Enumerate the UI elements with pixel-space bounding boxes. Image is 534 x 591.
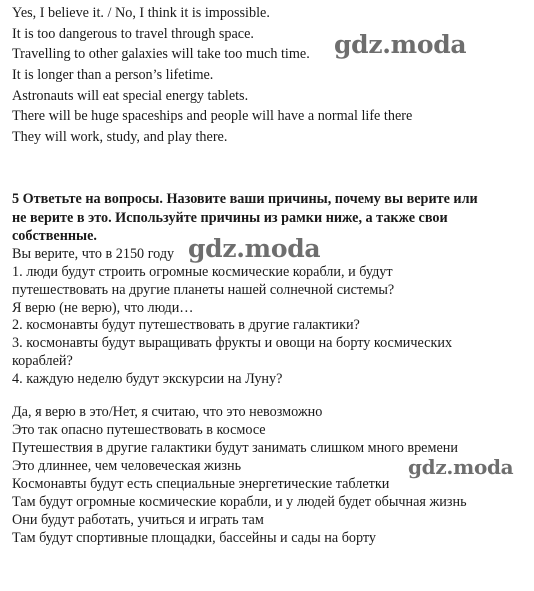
question-line: кораблей? [12,353,73,369]
watermark: gdz.moda [188,234,321,263]
exercise-heading-line: собственные. [12,228,97,244]
russian-line: Космонавты будут есть специальные энергетические таблетки [12,476,390,492]
russian-line: Там будут спортивные площадки, бассейны и сады на борту [12,530,377,546]
question-line: путешествовать на другие планеты нашей солнечной системы? [12,282,395,298]
exercise-heading-line: не верите в это. Используйте причины из рамки ниже, а также свои [12,210,448,226]
english-line: They will work, study, and play there. [12,129,228,145]
russian-line: Они будут работать, учиться и играть там [12,512,264,528]
watermark: gdz.moda [334,30,467,59]
english-line: Astronauts will eat special energy tablets. [12,88,249,104]
question-line: 4. каждую неделю будут экскурсии на Луну? [12,371,283,387]
question-line: Я верю (не верю), что люди… [12,300,194,316]
exercise-heading-line: 5 Ответьте на вопросы. Назовите ваши причины, почему вы верите или [12,191,478,207]
watermark: gdz.moda [408,455,514,479]
english-line: Yes, I believe it. / No, I think it is impossible. [12,5,270,21]
question-line: 2. космонавты будут путешествовать в другие галактики? [12,317,360,333]
russian-line: Это так опасно путешествовать в космосе [12,422,266,438]
russian-line: Да, я верю в это/Нет, я считаю, что это невозможно [12,404,323,420]
russian-line: Путешествия в другие галактики будут занимать слишком много времени [12,440,458,456]
russian-line: Это длиннее, чем человеческая жизнь [12,458,242,474]
english-line: There will be huge spaceships and people will have a normal life there [12,108,413,124]
english-line: It is longer than a person’s lifetime. [12,67,214,83]
english-line: Travelling to other galaxies will take too much time. [12,46,310,62]
english-line: It is too dangerous to travel through space. [12,26,254,42]
question-line: Вы верите, что в 2150 году [12,246,175,262]
question-line: 1. люди будут строить огромные космические корабли, и будут [12,264,393,280]
question-line: 3. космонавты будут выращивать фрукты и овощи на борту космических [12,335,453,351]
russian-line: Там будут огромные космические корабли, и у людей будет обычная жизнь [12,494,467,510]
